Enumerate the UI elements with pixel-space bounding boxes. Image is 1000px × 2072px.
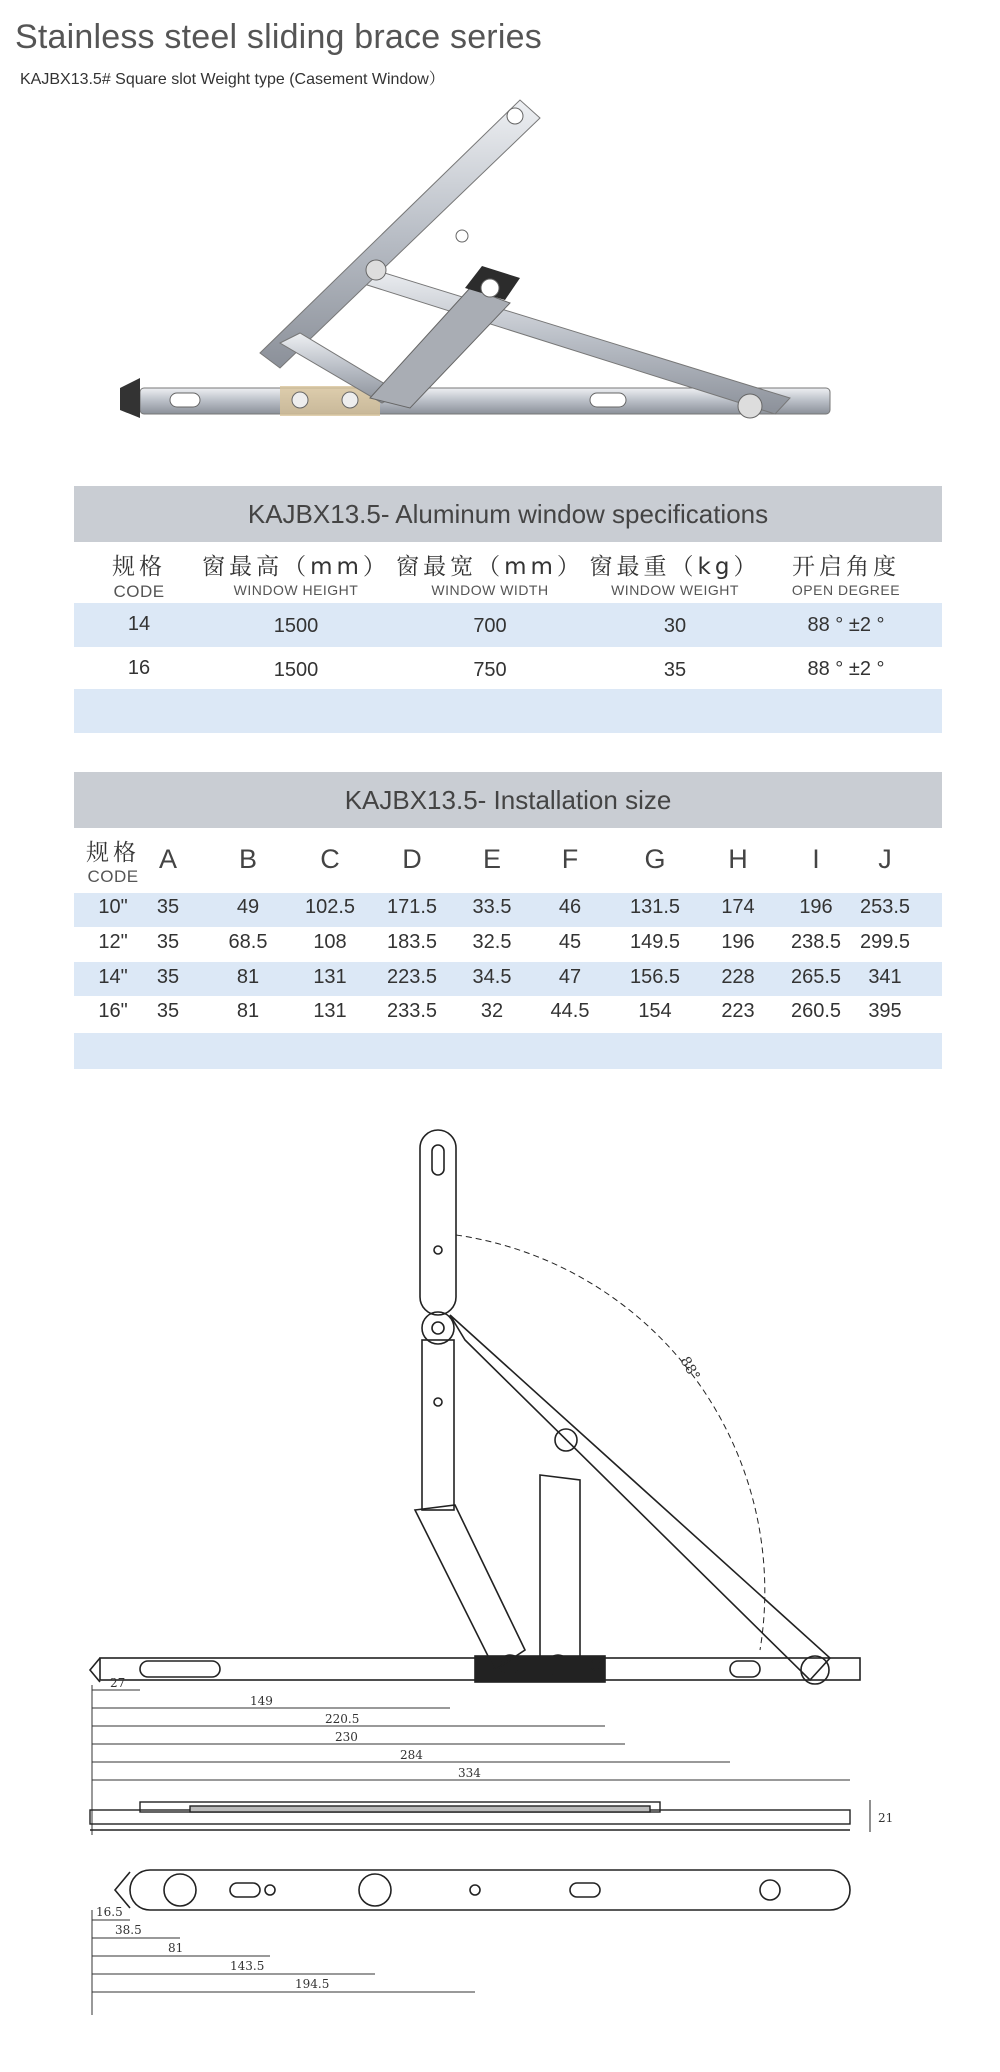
column-header: C (320, 844, 340, 874)
short-link (415, 1505, 525, 1670)
table-cell: 49 (236, 896, 260, 918)
installation-heading: KAJBX13.5- Installation size (74, 772, 942, 828)
table-cell: 35 (156, 931, 180, 953)
row-code: 12" (98, 931, 128, 953)
table-cell: 32 (480, 1000, 504, 1022)
table-cell: 88 ° ±2 ° (807, 658, 885, 680)
table-cell: 253.5 (859, 896, 911, 918)
table-cell: 171.5 (386, 896, 438, 918)
dim-label: 220.5 (325, 1712, 360, 1726)
table-cell: 14 (127, 613, 151, 635)
specifications-heading: KAJBX13.5- Aluminum window specifications (74, 486, 942, 542)
slot (140, 1661, 220, 1677)
end-stop (115, 1872, 130, 1908)
column-header-zh: 窗最高（mm） (202, 554, 390, 580)
table-cell: 34.5 (472, 966, 512, 988)
slot (590, 393, 626, 407)
table-cell: 174 (721, 896, 755, 918)
table-cell: 35 (663, 659, 687, 681)
pivot (164, 1874, 196, 1906)
table-cell: 32.5 (472, 931, 512, 953)
table-cell: 154 (638, 1000, 672, 1022)
slot (730, 1661, 760, 1677)
table-cell: 299.5 (859, 931, 911, 953)
table-cell: 149.5 (629, 931, 681, 953)
column-header-zh: 规格 (86, 840, 140, 866)
row-code: 16" (98, 1000, 128, 1022)
dim-label: 334 (458, 1766, 481, 1780)
dim-label: 284 (400, 1748, 423, 1762)
table-cell: 341 (868, 966, 902, 988)
table-cell: 260.5 (790, 1000, 842, 1022)
dim-label: 16.5 (96, 1905, 123, 1919)
dim-label: 27 (110, 1676, 126, 1690)
table-cell: 81 (236, 1000, 260, 1022)
long-arm (450, 1315, 830, 1680)
pivot-hole (432, 1322, 444, 1334)
angle-label: 88° (676, 1354, 703, 1384)
hole (265, 1885, 275, 1895)
table-cell: 196 (799, 896, 833, 918)
table-cell: 47 (558, 966, 582, 988)
hole (507, 108, 523, 124)
table-cell: 131 (313, 1000, 347, 1022)
column-header: G (644, 844, 666, 874)
dim-label: 194.5 (295, 1977, 330, 1991)
table-cell: 395 (868, 1000, 902, 1022)
end-stop (120, 378, 140, 418)
column-header-zh: 窗最宽（mm） (396, 554, 584, 580)
hole (481, 279, 499, 297)
dim-label: 21 (878, 1811, 894, 1825)
pivot (422, 1312, 454, 1344)
table-cell: 223 (721, 1000, 755, 1022)
bottom-view-arm (130, 1870, 850, 1910)
table-cell: 46 (558, 896, 582, 918)
dim-label: 230 (335, 1730, 358, 1744)
upper-arm (260, 100, 540, 368)
table-cell: 131.5 (629, 896, 681, 918)
angle-arc (456, 1235, 765, 1650)
dim-label: 81 (168, 1941, 184, 1955)
hole (591, 1660, 601, 1670)
table-cell: 81 (236, 966, 260, 988)
column-header-zh: 规格 (112, 554, 166, 580)
column-header-en: OPEN DEGREE (791, 582, 901, 598)
column-header: I (812, 844, 820, 874)
table-cell: 35 (156, 1000, 180, 1022)
damper (540, 1475, 580, 1658)
side-view-arm (190, 1806, 650, 1812)
table-cell: 1500 (273, 659, 319, 681)
column-header: F (561, 844, 579, 874)
table-cell: 1500 (273, 615, 319, 637)
slot (432, 1145, 444, 1175)
column-header-zh: 开启角度 (792, 554, 900, 580)
upper-arm-lower (422, 1340, 454, 1510)
slot (170, 393, 200, 407)
table-cell: 35 (156, 966, 180, 988)
table-cell: 196 (721, 931, 755, 953)
pivot (292, 392, 308, 408)
hole (434, 1246, 442, 1254)
table-cell: 750 (473, 659, 507, 681)
table-cell: 16 (127, 657, 151, 679)
slot (570, 1883, 600, 1897)
table-cell: 131 (313, 966, 347, 988)
column-header-en: CODE (113, 582, 165, 601)
table-row-band (74, 689, 942, 733)
slot (230, 1883, 260, 1897)
product-photo (110, 88, 870, 448)
column-header-en: WINDOW HEIGHT (233, 582, 359, 598)
table-cell: 30 (663, 615, 687, 637)
table-cell: 265.5 (790, 966, 842, 988)
table-cell: 108 (313, 931, 347, 953)
pivot (760, 1880, 780, 1900)
table-cell: 183.5 (386, 931, 438, 953)
column-header: H (728, 844, 748, 874)
pivot (359, 1874, 391, 1906)
technical-drawing (70, 1110, 930, 2030)
hole (470, 1885, 480, 1895)
row-code: 10" (98, 896, 128, 918)
table-cell: 45 (558, 931, 582, 953)
table-cell: 88 ° ±2 ° (807, 614, 885, 636)
table-cell: 233.5 (386, 1000, 438, 1022)
table-cell: 68.5 (228, 931, 268, 953)
table-cell: 238.5 (790, 931, 842, 953)
table-cell: 35 (156, 896, 180, 918)
column-header: E (482, 844, 502, 874)
table-row-band (74, 1033, 942, 1069)
column-header-en: WINDOW WEIGHT (611, 582, 739, 598)
column-header: D (402, 844, 422, 874)
table-cell: 156.5 (629, 966, 681, 988)
table-cell: 33.5 (472, 896, 512, 918)
table-cell: 700 (473, 615, 507, 637)
table-cell: 223.5 (386, 966, 438, 988)
column-header-zh: 窗最重（kg） (589, 554, 761, 580)
hole (456, 230, 468, 242)
pivot (738, 394, 762, 418)
table-cell: 44.5 (550, 1000, 590, 1022)
end-stop (90, 1658, 100, 1682)
column-header: A (158, 844, 178, 874)
pivot (366, 260, 386, 280)
dim-label: 149 (250, 1694, 273, 1708)
page-subtitle: KAJBX13.5# Square slot Weight type (Casement Window） (20, 71, 445, 88)
dim-label: 143.5 (230, 1959, 265, 1973)
column-header-en: CODE (87, 867, 139, 886)
column-header: J (878, 844, 892, 874)
dim-label: 38.5 (115, 1923, 142, 1937)
pivot (342, 392, 358, 408)
upper-arm (420, 1130, 456, 1315)
page-title: Stainless steel sliding brace series (15, 18, 542, 56)
column-header-en: WINDOW WIDTH (431, 582, 549, 598)
table-cell: 102.5 (304, 896, 356, 918)
hole (434, 1398, 442, 1406)
table-cell: 228 (721, 966, 755, 988)
row-code: 14" (98, 966, 128, 988)
column-header: B (238, 844, 258, 874)
